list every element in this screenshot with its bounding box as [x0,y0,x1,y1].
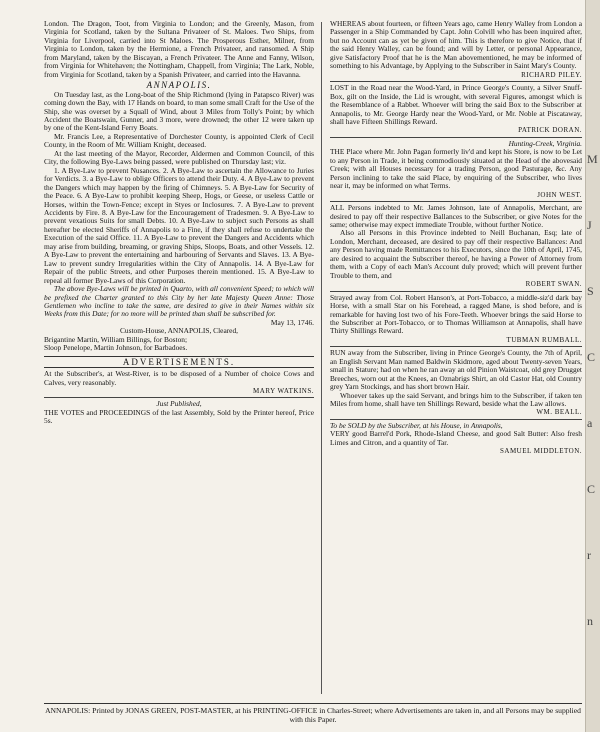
edge-letter: C [587,482,596,496]
just-published: Just Published, [156,399,202,409]
left-column [44,20,314,696]
ad-for-sale-intro: To be SOLD by the Subscriber, at his House, in Annapolis, [330,420,503,430]
notice-date: May 13, 1746. [270,317,314,327]
paragraph-notice: The above Bye-Laws will be printed in Quarto, with all convenient Speed; to which will be prefixed the Charter granted to this City by her late Majesty Queen Anne: Those Gentlemen who incline to take the same, are desired to give in their Names within six Weeks from this Date; for no more will be printed than shall be subscribed for. [44,284,314,319]
divider [330,291,582,292]
ad-stray-horse-signature: TUBMAN RUMBALL. [506,335,582,344]
adjacent-page-letters [587,104,599,676]
edge-letter: C [587,350,596,364]
ad-snuff-box: LOST in the Road near the Wood-Yard, in Prince George's County, a Silver Snuff-Box, gilt on the Inside, the Lid is wrought, with several Figures, amongst which is the Resemblance of a Rabbet. Whoever will bring the said Box to the Subscriber at Annapolis, to Mr. George Hardy near the Wood-Yard, or Mr. Noble at Piscataway, shall have Fifteen Shillings Reward. [330,83,582,126]
ad-for-sale-signature: SAMUEL MIDDLETON. [500,447,582,456]
edge-letter: r [587,548,591,562]
edge-letter: a [587,416,593,430]
custom-house-heading: Custom-House, ANNAPOLIS, Cleared, [119,326,239,336]
ad-pagan-signature: JOHN WEST. [537,190,582,199]
ad-walley-signature: RICHARD PILEY. [521,70,582,79]
ad-debts-continued: Also all Persons in this Province indebted to Neill Buchanan, Esq; late of London, Merchant, deceased, are desired to pay off their respective Ballances: And any Person having made Remittances to his Executors, since the 10th of April, 1745, are desired to acquaint the Subscriber thereof, he having a Power of Attorney from them, with a Copy of each Man's Account duly proved; which will prevent further Trouble to them, and [330,228,582,280]
column-rule [321,22,322,694]
divider [330,81,582,82]
paragraph-lee: Mr. Francis Lee, a Representative of Dorchester County, is appointed Clerk of Cecil County, in the Room of Mr. William Knight, deceased. [44,131,314,150]
ad-place-dateline: Hunting-Creek, Virginia. [508,138,582,148]
votes-notice: THE VOTES and PROCEEDINGS of the last Assembly, Sold by the Printer hereof, Price 5s. [44,407,314,426]
paragraph-byelaws: 1. A Bye-Law to prevent Nusances. 2. A Bye-Law to ascertain the Allowance to Juries for Verdicts. 3. a Bye-Law to oblige Officers to attend their Duty. 4. A Bye-Law to prevent the Dangers which may happen by the firing of Chimneys. 5. A Bye-Law for Security of the Peace. 6. A Bye-Law to prohibit keeping Sheep, Hogs, or Geese, or useless Cattle or Horses, within the Town-Fence; except in Styes or Inclosures. 7. A Bye-Law to prevent Accidents by Fire. 8. A Bye-Law for the Encouragement of Tradesmen. 9. A Bye-Law to prevent vexatious Suits for small Debts. 10. A Bye-Law to subject such Persons as shall hereafter be elected Sheriffs of Annapolis to a Fine, if they shall refuse to undertake the Execution of the said Office. 11. A Bye-Law to prevent the Dangers and Accidents which may arise from building, breaming, or graving Ships, Sloops, Boats, and other Vessels. 12. A Bye-Law to prevent the entertaining and harbouring of Servants and Slaves. 13. A Bye-Law to prevent sundry Irregularities within the City of Annapolis. 14. A Bye-Law for Repair of the public Streets, and other Purposes therein mentioned. 15. A Bye-Law to repeal all former Bye-Laws of this Corporation. [44,165,314,285]
ad-runaway-signature: WM. BEALL. [536,408,582,417]
ad-cattle: At the Subscriber's, at West-River, is to be disposed of a Number of choice Cows and Calves, very reasonably. [44,369,314,387]
printer-colophon: ANNAPOLIS: Printed by JONAS GREEN, POST-MASTER, at his PRINTING-OFFICE in Charles-Street; where Advertisements are taken in, and all Persons may be supplied with this Paper. [44,703,582,724]
ad-snuff-box-signature: PATRICK DORAN. [518,126,582,135]
paragraph-longboat: On Tuesday last, as the Long-boat of the Ship Richmond (lying in Patapsco River) was coming down the Bay, with 17 Hands on board, to man some small Craft for the Use of the Ship, she was overset by a Squall of Wind, about 3 Miles from Tolly's Point; by which Accident the Boatswain, Gunner, and 3 more, were drowned; the other 12 were taken up by one of the Kent-Island Ferry Boats. [44,89,314,133]
custom-house-entry-1: Brigantine Martin, William Billings, for Boston; [44,334,188,344]
divider [330,346,582,347]
ad-runaway-continued: Whoever takes up the said Servant, and brings him to the Subscriber, if taken ten Miles from home, shall have ten Shillings Reward, beside what the Law allows. [330,390,582,409]
divider [44,397,314,398]
shipping-news: London. The Dragon, Toot, from Virginia to London; and the Greenly, Mason, from Virginia for Scotland, taken by the Sultana Privateer of St. Maloes. Two Ships, from Virginia for Liverpool, carried into St Maloes. The Prosperous Esther, Milner, from Virginia to London, taken by the Hermione, a French Privateer, and ransomed. A Ship from Maryland, taken by the Biscayan, a French Privateer. The Anne and Fanny, Wilson, from Virginia for Whitehaven; the Nottingham, Chappell, from Virginia; The Lark, Noble, from Virginia for Scotland, taken by a Spanish Privateer, and carried into the Havanna. [44,20,314,79]
ad-debts: ALL Persons indebted to Mr. James Johnson, late of Annapolis, Merchant, are desired to pay off their respective Ballances to the Subscriber, or give Notes for the same; otherwise may expect immediate Trouble, without further Notice. [330,203,582,229]
ad-walley: WHEREAS about fourteen, or fifteen Years ago, came Henry Walley from London a Passenger in a Ship Commanded by Capt. John Colvill who has been inquired after, but no Account can as yet be given of him. This is therefore to give Notice, that if the said Henry Walley, can be found; and will by Letter, or personal Appearance, give Satisfactory Proof that he is the Man abovementioned, he may be informed of something to his Advantage, by Applying to the Subscriber in Saint Mary's County. [330,20,582,71]
divider [330,201,582,202]
edge-letter: n [587,614,593,628]
ad-debts-signature: ROBERT SWAN. [525,280,582,289]
divider [330,137,582,138]
edge-letter: S [587,284,594,298]
annapolis-heading: ANNAPOLIS. [146,80,212,91]
right-column [330,20,582,696]
ad-runaway: RUN away from the Subscriber, living in Prince George's County, the 7th of April, an English Servant Man named Baldwin Skidmore, aged about Twenty-seven Years, small in Stature; had on when he ran away an old Pinion Waistcoat, old grey Drugget Breeches, worn out at the Knees, an Oznabrigs Shirt, an old Castor Hat, old Country grey Yarn Stockings, and has short brown Hair. [330,348,582,392]
ad-pagan: THE Place where Mr. John Pagan formerly liv'd and kept his Store, is now to be Let to any Person in Trade, it being commodiously situated at the Head of the abovesaid Creek; with all Houses necessary for a trading Person, good Pasturage, &c. Any Person inclining to take the said Place, by enquiring of the Subscriber, who lives near it, may be informed on what Terms. [330,147,582,191]
paragraph-meeting: At the last meeting of the Mayor, Recorder, Aldermen and Common Council, of this City, the following Bye-Laws being passed, were published on Thursday last; viz. [44,148,314,167]
divider [330,419,582,420]
edge-letter: J [587,218,592,232]
ad-for-sale: VERY good Barrel'd Pork, Rhode-Island Cheese, and good Salt Butter: Also fresh Limes and Citron, and a quantity of Tar. [330,429,582,447]
ad-cattle-signature: MARY WATKINS. [253,387,314,396]
edge-letter: M [587,152,598,166]
ad-stray-horse: Strayed away from Col. Robert Hanson's, at Port-Tobacco, a middle-siz'd dark bay Horse, with a small Star on his Forehead, a ragged Mane, is shod before, and is remarkable for having lost two of his Fore-Teeth. Whoever brings the said Horse to the Subscriber at Port-Tobacco, or to Thomas Williamson at Annapolis, shall have Thirty Shillings Reward. [330,292,582,336]
advertisements-heading: ADVERTISEMENTS. [44,356,314,368]
custom-house-entry-2: Sloop Penelope, Martin Johnson, for Barbadoes. [44,343,188,353]
